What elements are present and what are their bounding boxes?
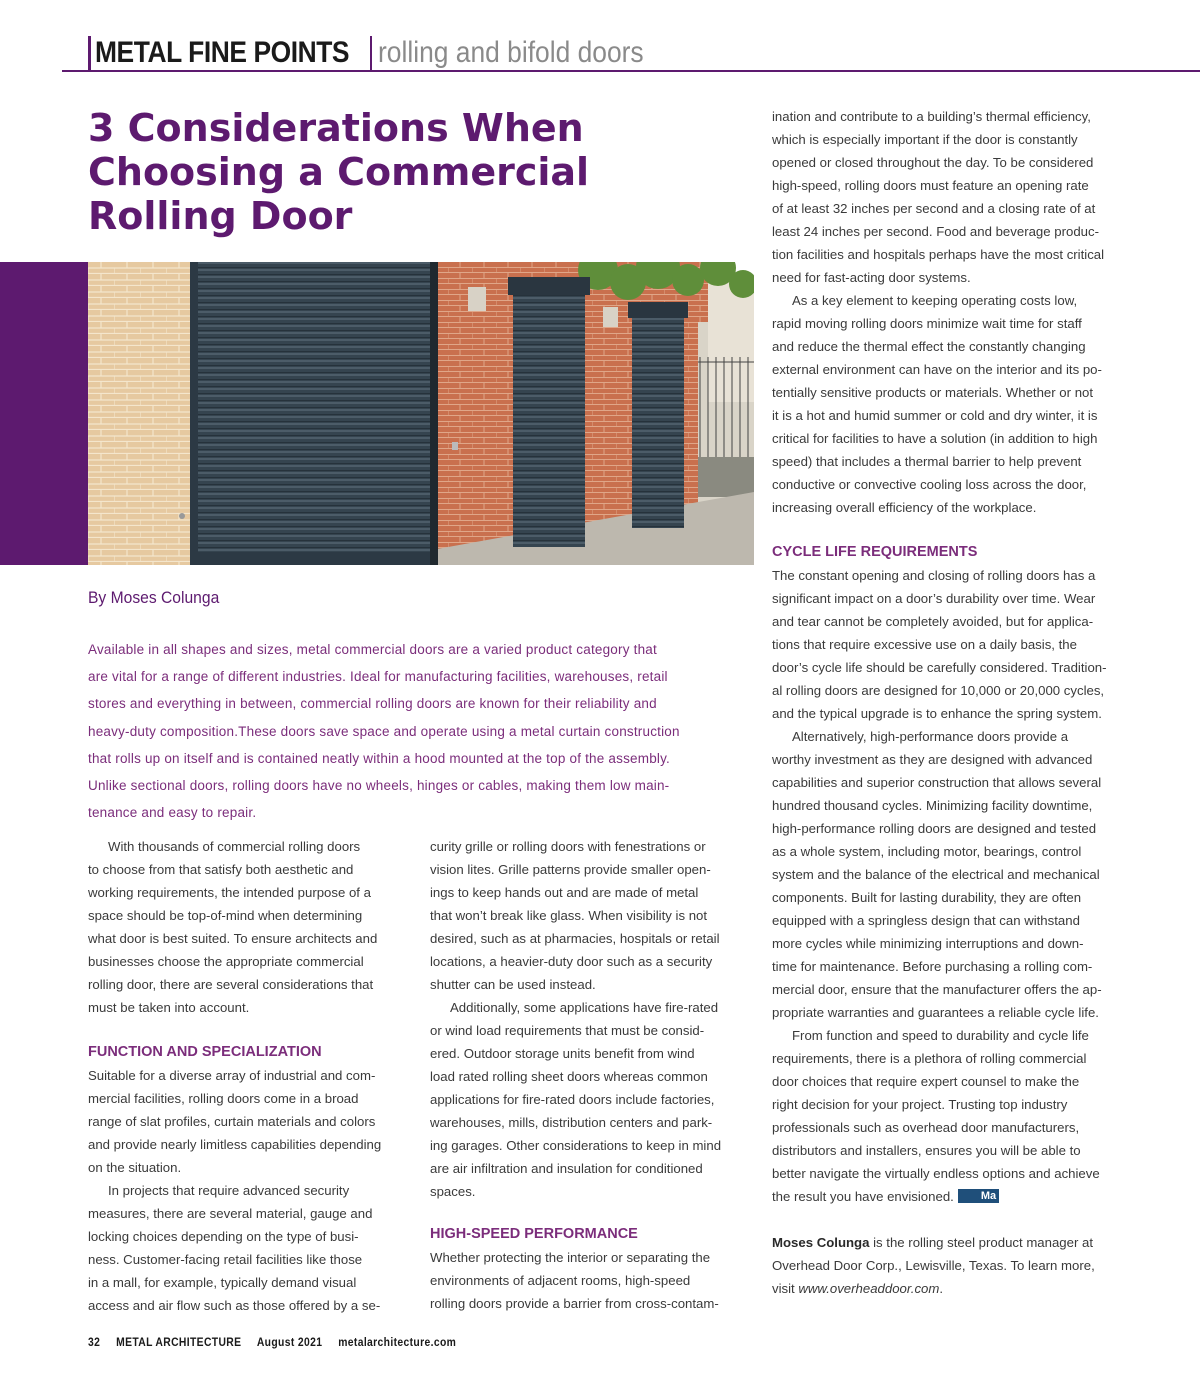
subhead-cycle-life: CYCLE LIFE REQUIREMENTS — [772, 544, 978, 560]
paragraph: With thousands of commercial rolling doors to choose from that satisfy both aesthetic and working requirements, the intended purpose of a space should be top-of-mind when determining what door is best suited. To ensure architects and businesses choose the appropriate commercial rolling door, there are several considerations that must be taken into account. — [88, 839, 378, 1015]
paragraph: Alternatively, high-performance doors provide a worthy investment as they are designed with advanced capabilities and superior construction that allows several hundred thousand cycles. Minimizing facility downtime, high-performance rolling doors are designed and tested as a whole system, including motor, bearings, control system and the balance of the electrical and mechanical components. Built for lasting durability, they are often equipped with a springless design that can withstand more cycles while minimizing interruptions and down- time for maintenance. Before purchasing a rolling com- mercial door, ensure that the manufacturer offers the ap- propriate warranties and guarantees a reliable cycle life. — [772, 729, 1102, 1020]
title-line: Rolling Door — [88, 194, 353, 238]
header-left-bar — [88, 36, 91, 70]
header-divider — [370, 36, 372, 70]
paragraph: As a key element to keeping operating costs low, rapid moving rolling doors minimize wait time for staff and reduce the thermal effect the constantly changing external environment can have on the interior and its po- tentially sensitive products or materials. Whether or not it is a hot and humid summer or cold and dry winter, it is critical for facilities to have a solution (in addition to high speed) that includes a thermal barrier to help prevent conductive or convective cooling loss across the door, increasing overall efficiency of the workplace. — [772, 293, 1102, 515]
author-website-link[interactable]: www.overheaddoor.com — [798, 1281, 940, 1296]
paragraph: Additionally, some applications have fire-rated or wind load requirements that must be consid- ered. Outdoor storage units benefit from wind load rated rolling sheet doors whereas common applications for fire-rated doors include factories, warehouses, mills, distribution centers and park- ing garages. Other considerations to keep in mind are air infiltration and insulation for conditioned spaces. — [430, 1000, 722, 1199]
author-bio: Moses Colunga is the rolling steel product manager at Overhead Door Corp., Lewisville, Texas. To learn more, visit www.overheaddoor.com. — [772, 1235, 1095, 1296]
section-label: rolling and bifold doors — [378, 36, 644, 69]
intro-paragraph: Available in all shapes and sizes, metal commercial doors are a varied product category that are vital for a range of different industries. Ideal for manufacturing facilities, warehouses, retail stores and everything in between, commercial rolling doors are known for their reliability and heavy-duty composition.These doors save space and operate using a metal curtain construction that rolls up on itself and is contained neatly within a hood mounted at the top of the assembly. Unlike sectional doors, rolling doors have no wheels, hinges or cables, making them low main- tenance and easy to repair. — [88, 642, 680, 821]
rolling-doors-photo — [88, 262, 754, 565]
page-header — [0, 34, 1200, 72]
subhead-high-speed: HIGH-SPEED PERFORMANCE — [430, 1226, 638, 1242]
paragraph: ination and contribute to a building’s thermal efficiency, which is especially important if the door is constantly opened or closed throughout the day. To be considered high-speed, rolling doors must feature an opening rate of at least 32 inches per second and a closing rate of at least 24 inches per second. Food and beverage produc- tion facilities and hospitals perhaps have the most critical need for fast-acting door systems. — [772, 109, 1105, 285]
bio-author-name: Moses Colunga — [772, 1235, 870, 1250]
paragraph: curity grille or rolling doors with fenestrations or vision lites. Grille patterns provide smaller open- ings to keep hands out and are made of metal that won’t break like glass. When visibility is not desired, such as at pharmacies, hospitals or retail locations, a heavier-duty door such as a security shutter can be used instead. — [430, 839, 720, 992]
department-kicker: METAL FINE POINTS — [95, 36, 350, 69]
paragraph: Suitable for a diverse array of industrial and com- mercial facilities, rolling doors come in a broad range of slat profiles, curtain materials and colors and provide nearly limitless capabilities depending on the situation. — [88, 1068, 382, 1175]
header-rule — [62, 70, 1200, 72]
paragraph: In projects that require advanced security measures, there are several material, gauge and locking choices depending on the type of busi- ness. Customer-facing retail facilities like those in a mall, for example, typically demand visual access and air flow such as those offered by a se- — [88, 1183, 381, 1313]
subhead-function: FUNCTION AND SPECIALIZATION — [88, 1044, 322, 1060]
paragraph: From function and speed to durability and cycle life requirements, there is a plethora of rolling commercial door choices that require expert counsel to make the right decision for your project. Trusting top industry professionals such as overhead door manufacturers, distributors and installers, ensures you will be able to better navigate the virtually endless options and achieve the result you have envisioned. Ma — [772, 1028, 1100, 1204]
paragraph: The constant opening and closing of rolling doors has a significant impact on a door’s durability over time. Wear and tear cannot be completely avoided, but for applica- tions that require excessive use on a daily basis, the door’s cycle life should be carefully considered. Tradition- al rolling doors are designed for 10,000 or 20,000 cycles, and the typical upgrade is to enhance the spring system. — [772, 568, 1107, 721]
page-number: 32 — [88, 1337, 101, 1349]
body-column-1 — [88, 835, 412, 1317]
title-line: Choosing a Commercial — [88, 150, 590, 194]
accent-band — [0, 262, 88, 565]
issue-date: August 2021 — [256, 1337, 323, 1349]
body-column-3 — [772, 105, 1144, 1300]
body-column-2 — [430, 835, 754, 1315]
publication-name: METAL ARCHITECTURE — [116, 1337, 242, 1349]
byline: By Moses Colunga — [88, 588, 220, 607]
website-link[interactable]: metalarchitecture.com — [338, 1337, 457, 1349]
page-footer — [88, 1337, 469, 1349]
paragraph: Whether protecting the interior or separating the environments of adjacent rooms, high-speed rolling doors provide a barrier from cross-contam- — [430, 1250, 719, 1311]
title-line: 3 Considerations When — [88, 106, 584, 150]
article-title — [88, 106, 708, 238]
end-mark-icon: Ma — [958, 1189, 999, 1203]
